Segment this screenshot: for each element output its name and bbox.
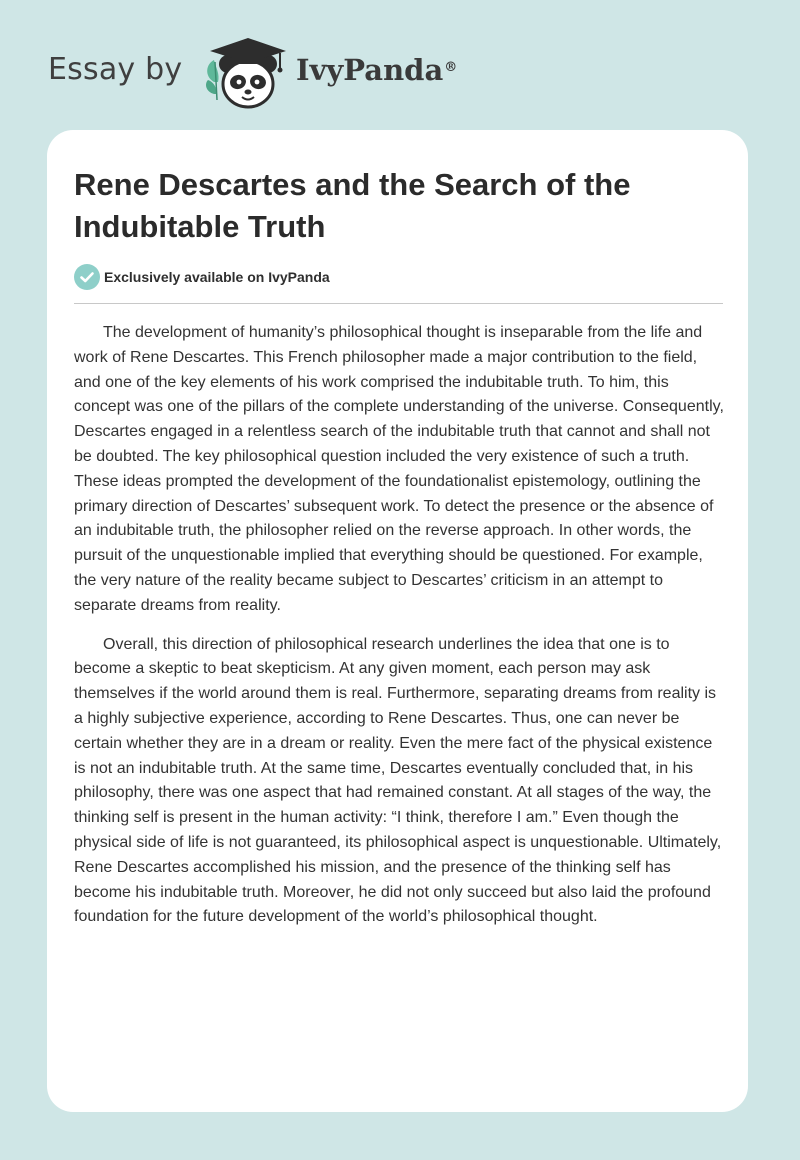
brand-name[interactable]: IvyPanda® xyxy=(296,53,458,87)
exclusive-badge xyxy=(74,264,574,290)
paragraph: Overall, this direction of philosophical research underlines the idea that one is to become a skeptic to beat skepticism. At any given moment, each person may ask themselves if the world around them is real. Furthermore, separating dreams from reality is a highly subjective experience, according to Rene Descartes. Thus, one can never be certain whether they are in a dream or reality. Even the mere fact of the physical existence is not an indubitable truth. At the same time, Descartes eventually concluded that, in his philosophy, there was one aspect that had remained constant. At all stages of the way, the thinking self is present in the human activity: “I think, therefore I am.” Even though the physical side of life is not guaranteed, its philosophical aspect is unquestionable. Ultimately, Rene Descartes accomplished his mission, and the presence of the thinking self has become his indubitable truth. Moreover, he did not only succeed but also laid the profound foundation for the future development of the world’s philosophical thought. xyxy=(74,635,722,926)
essay-title: Rene Descartes and the Search of the Indubitable Truth xyxy=(74,167,631,244)
essay-body xyxy=(74,321,724,944)
paragraph: The development of humanity’s philosophical thought is inseparable from the life and work of Rene Descartes. This French philosopher made a major contribution to the field, and one of the key elements of his work comprised the indubitable truth. To him, this concept was one of the pillars of the complete understanding of the universe. Consequently, Descartes engaged in a relentless search of the indubitable truth that cannot and shall not be doubted. The key philosophical question included the very existence of such a truth. These ideas prompted the development of the foundationalist epistemology, outlining the primary direction of Descartes’ subsequent work. To detect the presence or the absence of an indubitable truth, the philosopher relied on the reverse approach. In other words, the pursuit of the unquestionable implied that everything should be questioned. For example, the very nature of the reality became subject to Descartes’ criticism in an attempt to separate dreams from reality. xyxy=(74,324,724,614)
brand-prefix: Essay by xyxy=(48,52,183,87)
divider xyxy=(74,303,723,304)
essay-card xyxy=(47,130,748,1112)
badge-label: Exclusively available on IvyPanda xyxy=(104,269,330,285)
check-circle-icon xyxy=(74,264,100,290)
panda-graduation-cap-icon[interactable] xyxy=(202,34,292,110)
registered-mark: ® xyxy=(444,60,458,75)
site-header xyxy=(48,32,508,112)
